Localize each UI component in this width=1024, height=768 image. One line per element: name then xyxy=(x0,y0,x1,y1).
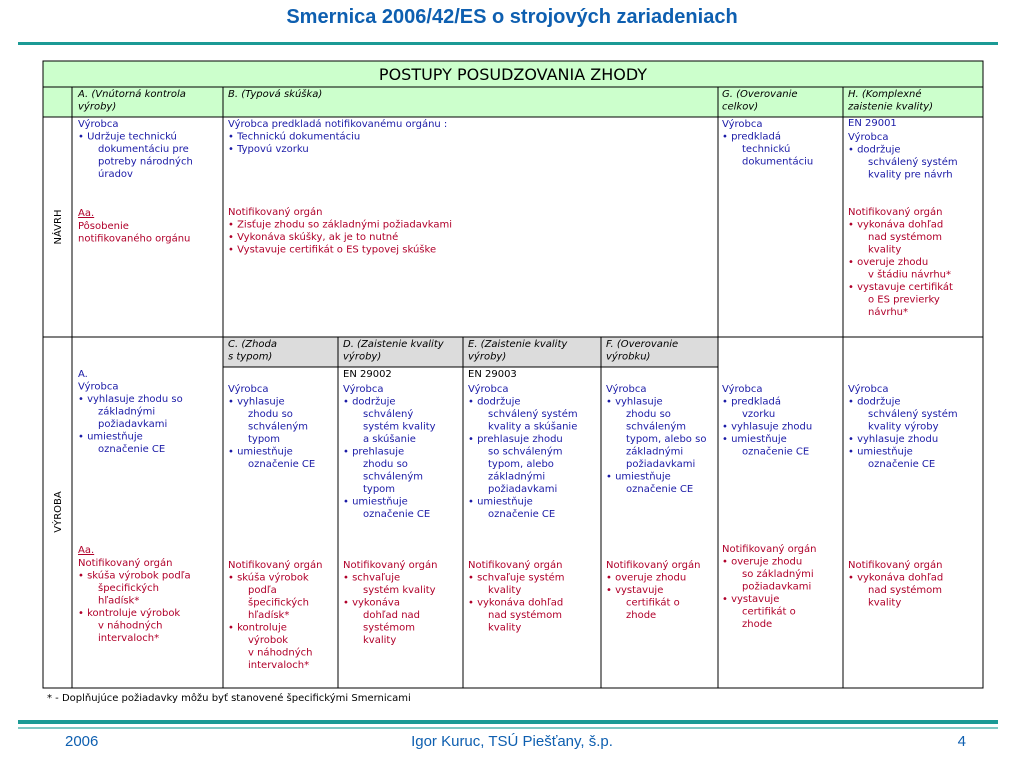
vyroba-h-vyrobca: Výrobca • dodržuje schválený systém kvality výroby • vyhlasuje zhodu • umiestňuje označenie CE xyxy=(848,384,958,470)
col-header-a: A. (Vnútorná kontrola výroby) xyxy=(78,89,186,113)
vyroba-a-vyrobca: A. Výrobca • vyhlasuje zhodu so základnými požiadavkami • umiestňuje označenie CE xyxy=(78,369,183,455)
sub-header-c: C. (Zhoda s typom) xyxy=(228,339,278,363)
vyroba-a-notif: Notifikovaný orgán • skúša výrobok podľa špecifických hľadísk* • kontroluje výrobok v náhodných intervaloch* xyxy=(78,558,191,644)
row-label-vyroba: VÝROBA xyxy=(53,491,64,533)
navrh-h-notif: Notifikovaný orgán • vykonáva dohľad nad systémom kvality • overuje zhodu v štádiu návrhu* • vystavuje certifikát o ES previerky návrhu* xyxy=(848,207,953,318)
vyroba-f-vyrobca: Výrobca • vyhlasuje zhodu so schváleným typom, alebo so základnými požiadavkami • umiestňuje označenie CE xyxy=(606,384,707,495)
footer-rule xyxy=(18,720,998,724)
table-heading: POSTUPY POSUDZOVANIA ZHODY xyxy=(378,65,648,84)
sub-header-e: E. (Zaistenie kvality výroby) xyxy=(468,339,568,363)
footer-author: Igor Kuruc, TSÚ Piešťany, š.p. xyxy=(411,733,613,750)
navrh-a-vyrobca: Výrobca • Udržuje technickú dokumentáciu pre potreby národných úradov xyxy=(78,119,193,180)
sub-header-f: F. (Overovanie výrobku) xyxy=(606,339,679,363)
vyroba-e-notif: Notifikovaný orgán • schvaľuje systém kvality • vykonáva dohľad nad systémom kvality xyxy=(468,560,565,634)
table-footnote: * - Doplňujúce požiadavky môžu byť stanovené špecifickými Smernicami xyxy=(47,693,411,704)
navrh-b-vyrobca: Výrobca predkladá notifikovanému orgánu : • Technickú dokumentáciu • Typovú vzorku xyxy=(228,119,448,155)
navrh-g-vyrobca: Výrobca • predkladá technickú dokumentáciu xyxy=(722,119,814,168)
navrh-a-notif: Pôsobenie notifikovaného orgánu xyxy=(78,221,191,245)
col-header-h: H. (Komplexné zaistenie kvality) xyxy=(848,89,934,113)
vyroba-c-vyrobca: Výrobca • vyhlasuje zhodu so schváleným typom • umiestňuje označenie CE xyxy=(228,384,316,470)
sub-header-d: D. (Zaistenie kvality výroby) xyxy=(343,339,444,363)
navrh-b-notif: Notifikovaný orgán • Zisťuje zhodu so základnými požiadavkami • Vykonáva skúšky, ak je to nutné • Vystavuje certifikát o ES typovej skúške xyxy=(228,207,453,256)
vyroba-a-aa: Aa. xyxy=(78,545,95,556)
vyroba-d-vyrobca: Výrobca • dodržuje schválený systém kvality a skúšanie • prehlasuje zhodu so schváleným typom • umiestňuje označenie CE xyxy=(343,384,436,520)
row-label-navrh: NÁVRH xyxy=(53,209,64,245)
page-number: 4 xyxy=(957,733,966,750)
vyroba-c-notif: Notifikovaný orgán • skúša výrobok podľa špecifických hľadísk* • kontroluje výrobok v náhodných intervaloch* xyxy=(228,560,323,671)
vyroba-d-notif: Notifikovaný orgán • schvaľuje systém kvality • vykonáva dohľad nad systémom kvality xyxy=(343,560,438,646)
slide-title: Smernica 2006/42/ES o strojových zariadeniach xyxy=(286,6,738,28)
col-header-g: G. (Overovanie celkov) xyxy=(722,89,798,113)
footer-year: 2006 xyxy=(65,733,99,750)
vyroba-h-notif: Notifikovaný orgán • vykonáva dohľad nad systémom kvality xyxy=(848,560,944,609)
vyroba-f-notif: Notifikovaný orgán • overuje zhodu • vystavuje certifikát o zhode xyxy=(606,560,701,621)
vyroba-d-en: EN 29002 xyxy=(343,369,392,380)
navrh-h-vyrobca: Výrobca • dodržuje schválený systém kvality pre návrh xyxy=(848,132,958,181)
vyroba-g-notif: Notifikovaný orgán • overuje zhodu so základnými požiadavkami • vystavuje certifikát o zhode xyxy=(722,544,817,630)
vyroba-g-vyrobca: Výrobca • predkladá vzorku • vyhlasuje zhodu • umiestňuje označenie CE xyxy=(722,384,813,458)
navrh-h-en: EN 29001 xyxy=(848,118,897,129)
vyroba-e-en: EN 29003 xyxy=(468,369,517,380)
vyroba-e-vyrobca: Výrobca • dodržuje schválený systém kvality a skúšanie • prehlasuje zhodu so schváleným typom, alebo základnými požiadavkami • umiestňuje označenie CE xyxy=(468,384,578,520)
footer-rule-thin xyxy=(18,727,998,729)
col-header-b: B. (Typová skúška) xyxy=(228,89,323,100)
navrh-a-aa: Aa. xyxy=(78,208,95,219)
